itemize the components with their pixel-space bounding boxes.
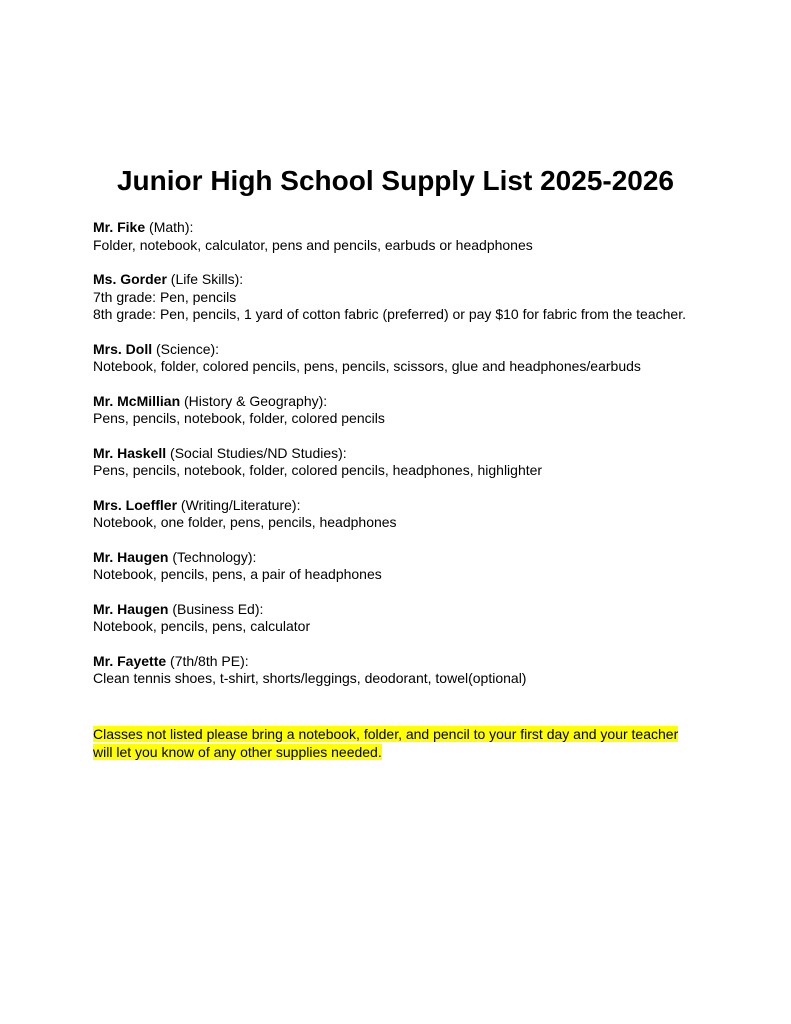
teacher-section bbox=[93, 341, 753, 376]
teacher-name: Mr. Haugen bbox=[93, 600, 169, 617]
teacher-section bbox=[93, 393, 753, 428]
highlighted-note-line: will let you know of any other supplies needed. bbox=[93, 743, 382, 760]
highlighted-note-line: Classes not listed please bring a notebook, folder, and pencil to your first day and your teacher bbox=[93, 726, 679, 742]
supply-line: Pens, pencils, notebook, folder, colored pencils, headphones, highlighter bbox=[93, 462, 543, 478]
unlisted-classes-note bbox=[93, 726, 713, 761]
teacher-heading bbox=[93, 341, 753, 359]
teacher-heading bbox=[93, 497, 753, 515]
supply-line: Notebook, pencils, pens, calculator bbox=[93, 618, 311, 634]
teacher-section bbox=[93, 653, 753, 688]
teacher-heading bbox=[93, 393, 753, 411]
teacher-name: Mr. Fayette bbox=[93, 652, 167, 669]
supply-line: Pens, pencils, notebook, folder, colored pencils bbox=[93, 410, 385, 426]
supply-line: 8th grade: Pen, pencils, 1 yard of cotton fabric (preferred) or pay $10 for fabric from the teacher. bbox=[93, 306, 686, 322]
supply-line: Notebook, folder, colored pencils, pens, pencils, scissors, glue and headphones/earbuds bbox=[93, 358, 641, 374]
teacher-section bbox=[93, 549, 753, 584]
teacher-section bbox=[93, 601, 753, 636]
teacher-heading bbox=[93, 271, 753, 289]
teacher-name: Ms. Gorder bbox=[93, 271, 167, 287]
teacher-subject: (Business Ed): bbox=[168, 600, 264, 617]
supply-line: Notebook, pencils, pens, a pair of headphones bbox=[93, 566, 382, 582]
teacher-heading bbox=[93, 219, 753, 237]
supply-line: Clean tennis shoes, t-shirt, shorts/leggings, deodorant, towel(optional) bbox=[93, 670, 527, 686]
teacher-subject: (7th/8th PE): bbox=[166, 652, 249, 669]
teacher-name: Mr. Haskell bbox=[93, 444, 167, 461]
teacher-name: Mrs. Loeffler bbox=[93, 496, 178, 513]
supply-line: Notebook, one folder, pens, pencils, headphones bbox=[93, 514, 397, 530]
teacher-heading bbox=[93, 601, 753, 619]
teacher-subject: (Math): bbox=[145, 219, 194, 235]
teacher-heading bbox=[93, 653, 753, 671]
teacher-name: Mr. Haugen bbox=[93, 548, 169, 565]
teacher-heading bbox=[93, 549, 753, 567]
teacher-name: Mr. McMillian bbox=[93, 392, 181, 409]
teacher-section bbox=[93, 219, 753, 254]
teacher-name: Mrs. Doll bbox=[93, 340, 153, 357]
teacher-section bbox=[93, 497, 753, 532]
teacher-section bbox=[93, 271, 753, 324]
teacher-subject: (History & Geography): bbox=[180, 392, 328, 409]
teacher-subject: (Social Studies/ND Studies): bbox=[166, 444, 347, 461]
teacher-subject: (Writing/Literature): bbox=[177, 496, 301, 513]
teacher-name: Mr. Fike bbox=[93, 219, 146, 235]
teacher-subject: (Science): bbox=[152, 340, 220, 357]
teacher-supply-sections bbox=[93, 219, 753, 705]
teacher-section bbox=[93, 445, 753, 480]
page-title: Junior High School Supply List 2025-2026 bbox=[116, 165, 675, 196]
supply-line: 7th grade: Pen, pencils bbox=[93, 288, 237, 305]
teacher-subject: (Life Skills): bbox=[166, 271, 244, 287]
teacher-subject: (Technology): bbox=[168, 548, 257, 565]
teacher-heading bbox=[93, 445, 753, 463]
supply-line: Folder, notebook, calculator, pens and pencils, earbuds or headphones bbox=[93, 236, 533, 253]
